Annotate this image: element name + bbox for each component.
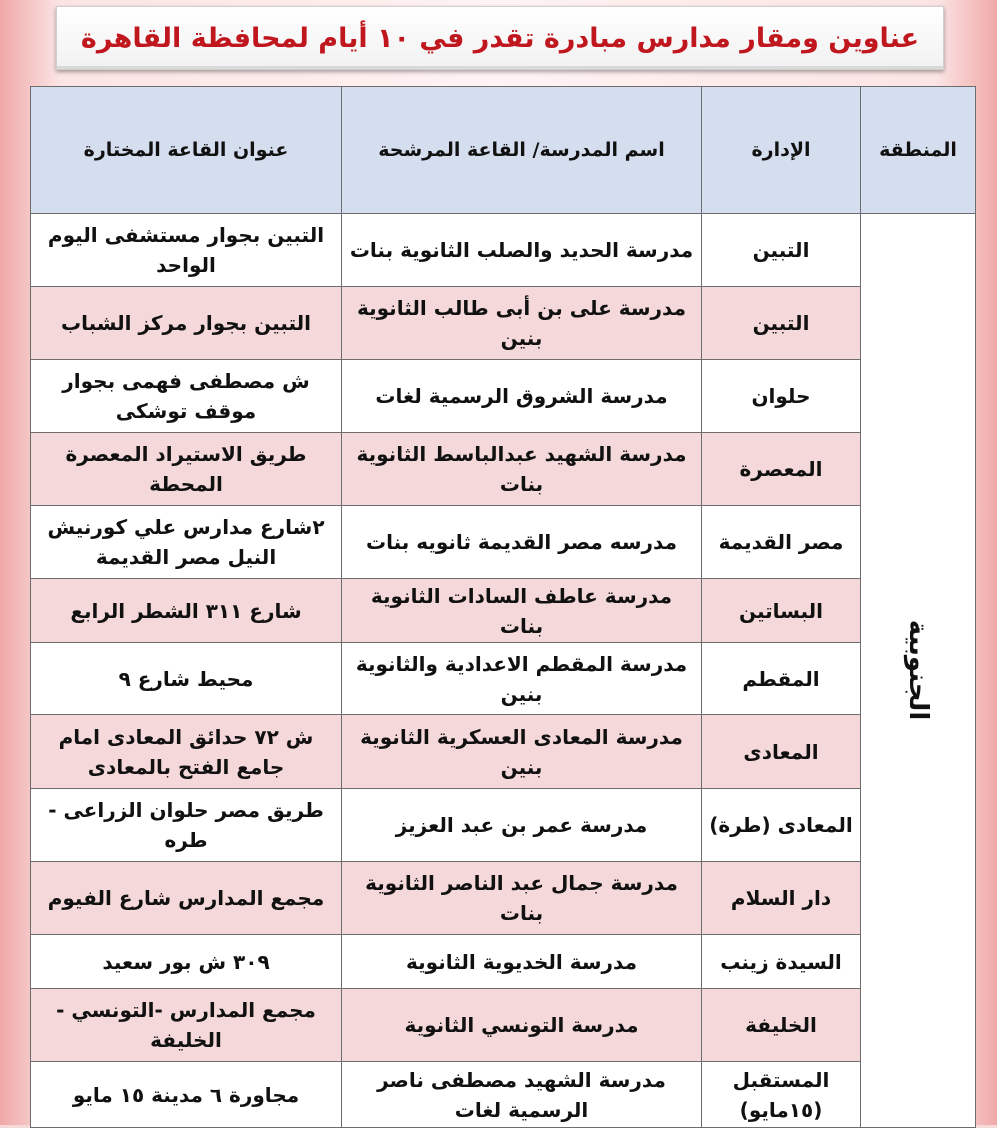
table-row xyxy=(31,643,976,715)
table-row xyxy=(31,214,976,287)
table-row xyxy=(31,433,976,506)
school-cell: مدرسة الحديد والصلب الثانوية بنات xyxy=(342,214,702,287)
table-row xyxy=(31,789,976,862)
admin-cell: الخليفة xyxy=(702,989,861,1062)
address-cell: التبين بجوار مستشفى اليوم الواحد xyxy=(31,214,342,287)
header-school: اسم المدرسة/ القاعة المرشحة xyxy=(342,87,702,214)
address-cell: طريق مصر حلوان الزراعى - طره xyxy=(31,789,342,862)
admin-cell: التبين xyxy=(702,287,861,360)
admin-cell: دار السلام xyxy=(702,862,861,935)
table-row xyxy=(31,506,976,579)
table-row xyxy=(31,1062,976,1128)
region-cell xyxy=(861,214,976,1128)
table-row xyxy=(31,287,976,360)
table-header-row xyxy=(31,87,976,214)
admin-cell: المعصرة xyxy=(702,433,861,506)
admin-cell: المعادى (طرة) xyxy=(702,789,861,862)
address-cell: ٢شارع مدارس علي كورنيش النيل مصر القديمة xyxy=(31,506,342,579)
address-cell: محيط شارع ٩ xyxy=(31,643,342,715)
address-cell: التبين بجوار مركز الشباب xyxy=(31,287,342,360)
admin-cell: السيدة زينب xyxy=(702,935,861,989)
header-region: المنطقة xyxy=(861,87,976,214)
header-administration: الإدارة xyxy=(702,87,861,214)
school-cell: مدرسة الشروق الرسمية لغات xyxy=(342,360,702,433)
school-cell: مدرسة المقطم الاعدادية والثانوية بنين xyxy=(342,643,702,715)
school-cell: مدرسة المعادى العسكرية الثانوية بنين xyxy=(342,715,702,789)
address-cell: ش ٧٢ حدائق المعادى امام جامع الفتح بالمعادى xyxy=(31,715,342,789)
school-cell: مدرسة الشهيد مصطفى ناصر الرسمية لغات xyxy=(342,1062,702,1128)
schools-table xyxy=(30,86,976,1128)
school-cell: مدرسة جمال عبد الناصر الثانوية بنات xyxy=(342,862,702,935)
address-cell: طريق الاستيراد المعصرة المحطة xyxy=(31,433,342,506)
header-address: عنوان القاعة المختارة xyxy=(31,87,342,214)
address-cell: مجمع المدارس شارع الفيوم xyxy=(31,862,342,935)
table-row xyxy=(31,935,976,989)
address-cell: ٣٠٩ ش بور سعيد xyxy=(31,935,342,989)
school-cell: مدرسة الخديوية الثانوية xyxy=(342,935,702,989)
admin-cell: البساتين xyxy=(702,579,861,643)
table-row xyxy=(31,989,976,1062)
admin-cell: مصر القديمة xyxy=(702,506,861,579)
school-cell: مدرسة عمر بن عبد العزيز xyxy=(342,789,702,862)
table-row xyxy=(31,360,976,433)
table-row xyxy=(31,715,976,789)
address-cell: شارع ٣١١ الشطر الرابع xyxy=(31,579,342,643)
admin-cell: التبين xyxy=(702,214,861,287)
title-banner xyxy=(56,6,944,70)
school-cell: مدرسه مصر القديمة ثانويه بنات xyxy=(342,506,702,579)
address-cell: مجاورة ٦ مدينة ١٥ مايو xyxy=(31,1062,342,1128)
page-title: عناوين ومقار مدارس مبادرة تقدر في ١٠ أيام لمحافظة القاهرة xyxy=(80,22,920,54)
school-cell: مدرسة التونسي الثانوية xyxy=(342,989,702,1062)
address-cell: ش مصطفى فهمى بجوار موقف توشكى xyxy=(31,360,342,433)
region-label: الجنوبية xyxy=(902,619,933,721)
address-cell: مجمع المدارس -التونسي - الخليفة xyxy=(31,989,342,1062)
school-cell: مدرسة الشهيد عبدالباسط الثانوية بنات xyxy=(342,433,702,506)
school-cell: مدرسة على بن أبى طالب الثانوية بنين xyxy=(342,287,702,360)
school-cell: مدرسة عاطف السادات الثانوية بنات xyxy=(342,579,702,643)
admin-cell: المستقبل (١٥مايو) xyxy=(702,1062,861,1128)
admin-cell: المقطم xyxy=(702,643,861,715)
admin-cell: المعادى xyxy=(702,715,861,789)
table-row xyxy=(31,862,976,935)
table-row xyxy=(31,579,976,643)
admin-cell: حلوان xyxy=(702,360,861,433)
